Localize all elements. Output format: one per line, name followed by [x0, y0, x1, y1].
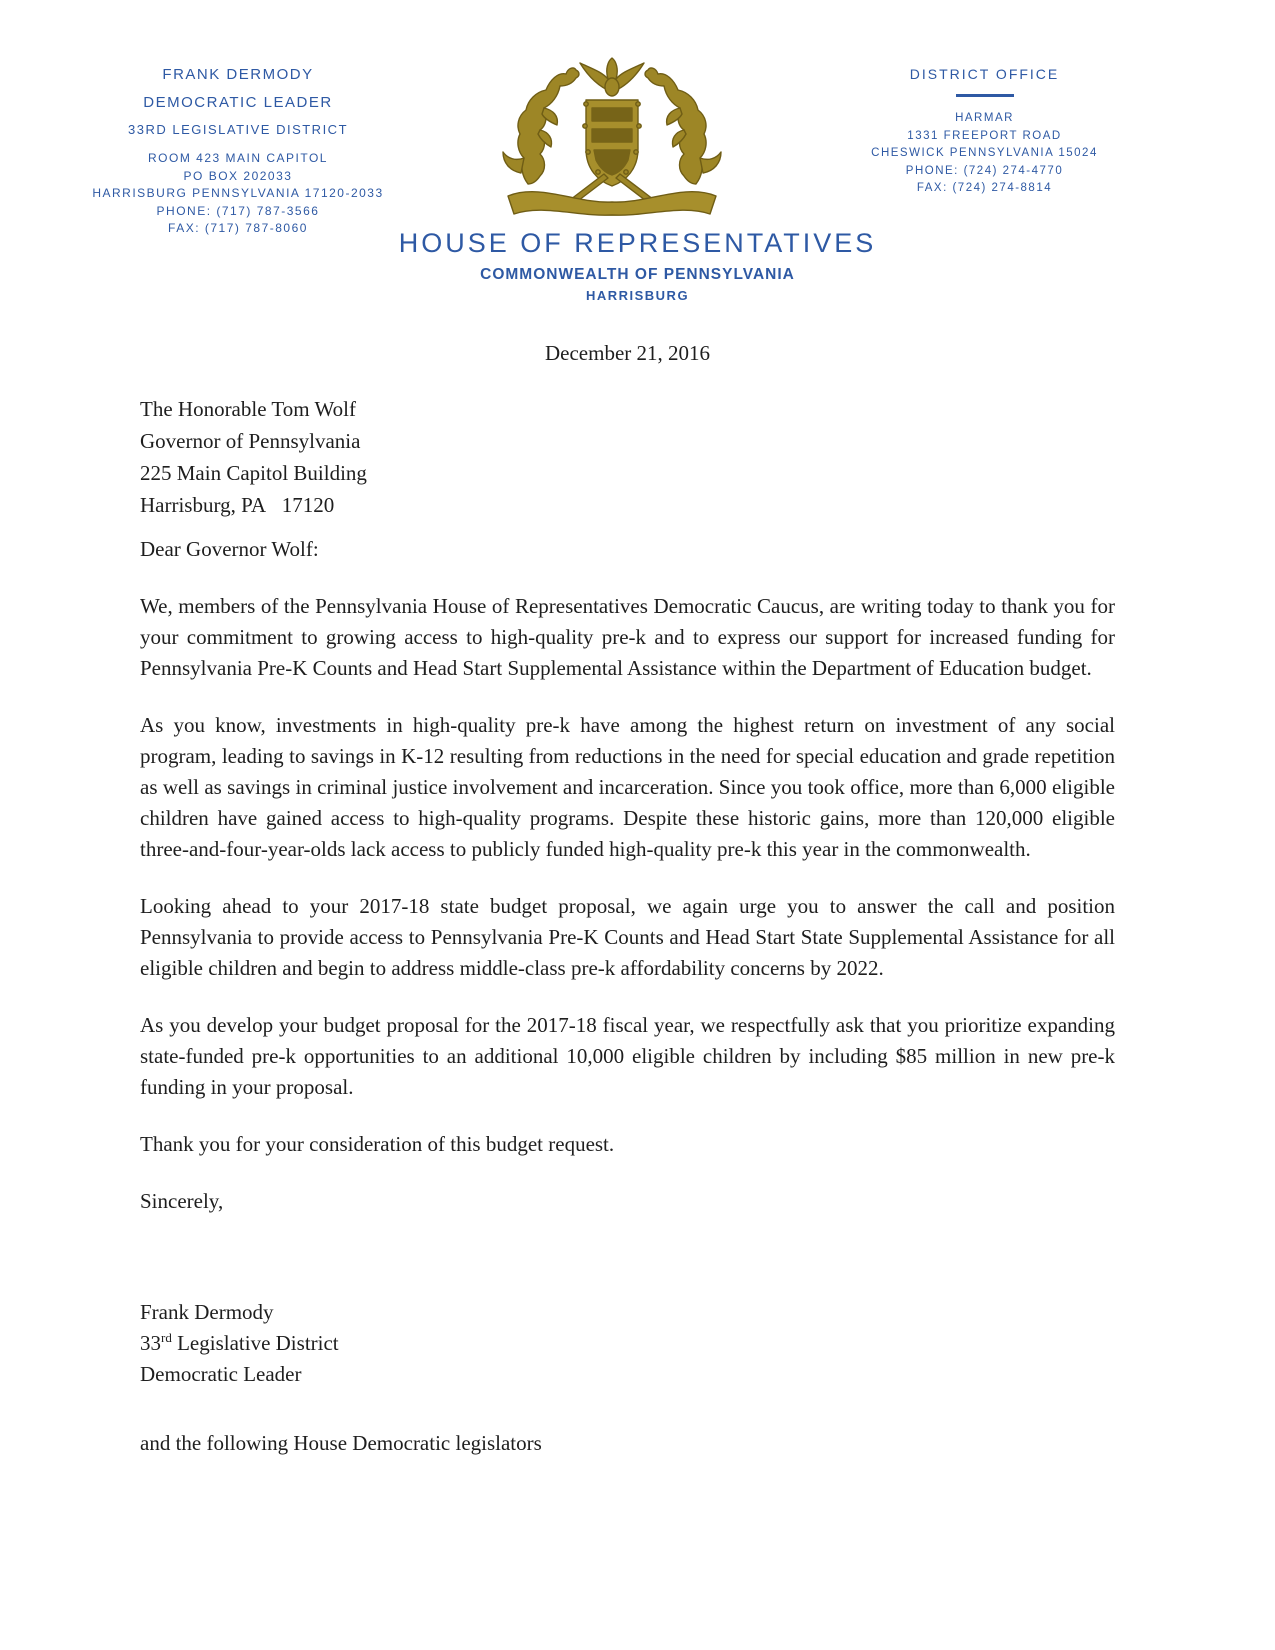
salutation: Dear Governor Wolf: — [140, 537, 319, 561]
letterhead-title-block — [0, 228, 1275, 303]
signature-block — [140, 1297, 1115, 1390]
capitol-phone: PHONE: (717) 787-3566 — [156, 203, 320, 218]
district-office-address-line: 1331 FREEPORT ROAD — [907, 129, 1062, 142]
district-office-title: DISTRICT OFFICE — [909, 66, 1060, 82]
district-number: 33 — [140, 1331, 161, 1355]
member-role: DEMOCRATIC LEADER — [143, 94, 333, 111]
recipient-address-block — [140, 393, 1115, 521]
commonwealth-subtitle: COMMONWEALTH OF PENNSYLVANIA — [480, 266, 795, 283]
recipient-line: 225 Main Capitol Building — [140, 461, 367, 485]
recipient-line: The Honorable Tom Wolf — [140, 397, 356, 421]
letter-body — [140, 338, 1115, 1459]
paragraph-4: As you develop your budget proposal for the 2017-18 fiscal year, we respectfully ask that you prioritize expanding state-funded pre-k opportunities to an additional 10,000 eligible children by including $85 million in new pre-k funding in your proposal. — [140, 1013, 1115, 1099]
district-office-fax: FAX: (724) 274-8814 — [916, 182, 1053, 194]
paragraph-3: Looking ahead to your 2017-18 state budget proposal, we again urge you to answer the call and position Pennsylvania to provide access to Pennsylvania Pre-K Counts and Head Start State Supplemental Assistance for all eligible children and begin to address middle-class pre-k affordability concerns by 2022. — [140, 894, 1115, 980]
district-rest: Legislative District — [171, 1331, 339, 1355]
member-district: 33RD LEGISLATIVE DISTRICT — [127, 122, 349, 137]
recipient-line: Harrisburg, PA 17120 — [140, 493, 335, 517]
closing: Sincerely, — [140, 1189, 224, 1213]
letter-date: December 21, 2016 — [544, 341, 711, 365]
letterhead-district-office-block — [852, 66, 1117, 198]
district-office-address-line: CHESWICK PENNSYLVANIA 15024 — [871, 147, 1098, 159]
capitol-fax: FAX: (717) 787-8060 — [168, 221, 308, 235]
district-office-name: HARMAR — [955, 112, 1014, 124]
thank-you-line: Thank you for your consideration of this budget request. — [140, 1132, 615, 1156]
district-office-phone: PHONE: (724) 274-4770 — [905, 164, 1064, 177]
house-of-representatives-title: HOUSE OF REPRESENTATIVES — [398, 228, 877, 258]
member-name: FRANK DERMODY — [162, 66, 314, 83]
capitol-address-line: ROOM 423 MAIN CAPITOL — [148, 151, 328, 165]
signature-district — [140, 1328, 1115, 1359]
signature-name: Frank Dermody — [140, 1300, 274, 1324]
district-ordinal: rd — [161, 1330, 172, 1345]
paragraph-1: We, members of the Pennsylvania House of Representatives Democratic Caucus, are writing today to thank you for your commitment to growing access to high-quality pre-k and to express our support for increased funding for Pennsylvania Pre-K Counts and Head Start Supplemental Assistance within the Department of Education budget. — [140, 594, 1115, 680]
letterhead — [0, 0, 1275, 312]
harrisburg-label: HARRISBURG — [585, 288, 690, 303]
postscript-line: and the following House Democratic legislators — [140, 1431, 542, 1455]
district-office-rule — [956, 94, 1014, 97]
recipient-line: Governor of Pennsylvania — [140, 429, 361, 453]
letterhead-member-block — [58, 66, 418, 238]
pennsylvania-coat-of-arms-icon — [492, 56, 732, 228]
capitol-address-line: HARRISBURG PENNSYLVANIA 17120-2033 — [92, 186, 384, 200]
paragraph-2: As you know, investments in high-quality pre-k have among the highest return on investment of any social program, leading to savings in K-12 resulting from reductions in the need for special education and grade repetition as well as savings in criminal justice involvement and incarceration. Since you took office, more than 6,000 eligible children have gained access to high-quality programs. Despite these historic gains, more than 120,000 eligible three-and-four-year-olds lack access to publicly funded high-quality pre-k this year in the commonwealth. — [140, 713, 1115, 861]
capitol-address-line: PO BOX 202033 — [183, 168, 293, 183]
signature-role: Democratic Leader — [140, 1362, 302, 1386]
